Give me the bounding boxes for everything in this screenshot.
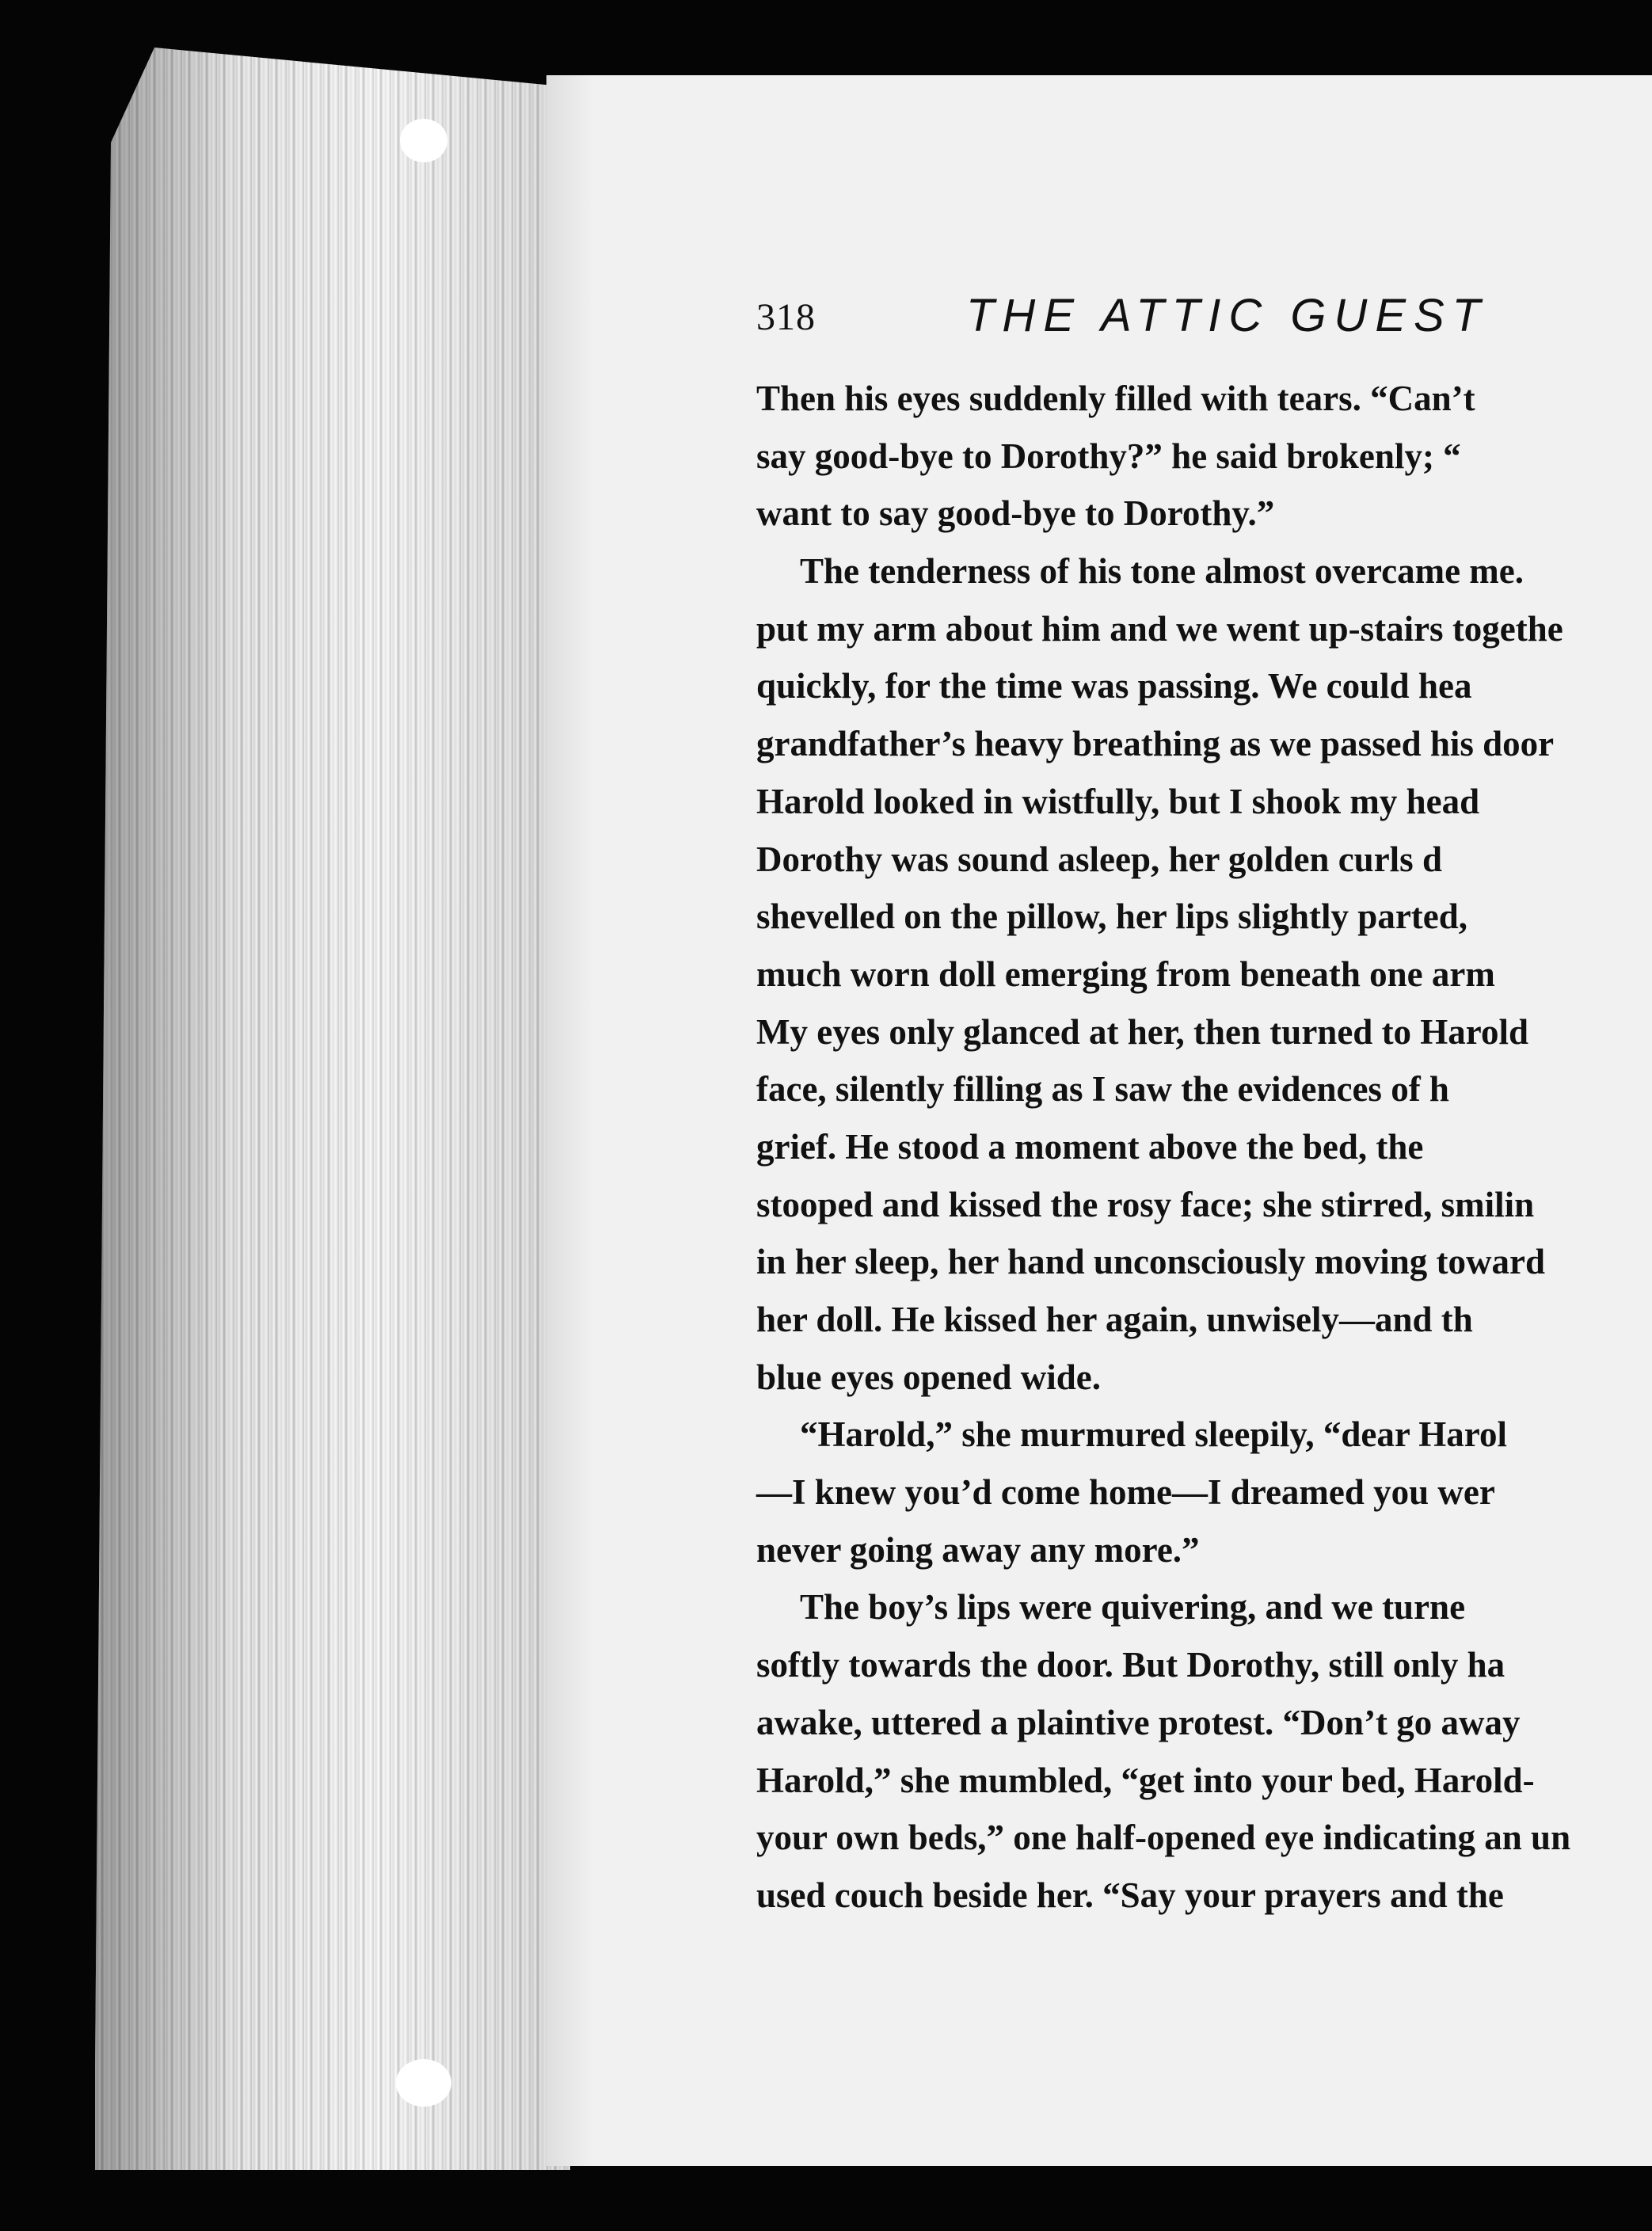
text-line: never going away any more.”: [756, 1529, 1200, 1570]
running-head: THE ATTIC GUEST: [966, 290, 1489, 341]
text-line: —I knew you’d come home—I dreamed you wer: [756, 1472, 1495, 1513]
page-edges-shading: [95, 48, 570, 2170]
scan-blemish-top: [400, 119, 447, 162]
scan-blemish-bottom: [396, 2059, 451, 2107]
page-header: [756, 289, 1652, 352]
text-line: quickly, for the time was passing. We could hea: [756, 666, 1472, 706]
text-line: grief. He stood a moment above the bed, the: [756, 1126, 1424, 1167]
text-line: say good-bye to Dorothy?” he said brokenly; “: [756, 436, 1461, 476]
text-line: in her sleep, her hand unconsciously moving toward: [756, 1242, 1545, 1282]
text-line: Dorothy was sound asleep, her golden curls d: [756, 839, 1442, 879]
text-line: My eyes only glanced at her, then turned to Harold: [756, 1011, 1528, 1052]
text-line: Then his eyes suddenly filled with tears. “Can’t: [756, 379, 1475, 418]
text-line: shevelled on the pillow, her lips slightly parted,: [756, 897, 1468, 937]
page-number: 318: [756, 296, 816, 338]
gutter-shadow: [546, 75, 594, 2166]
text-line: Harold looked in wistfully, but I shook my head: [756, 781, 1480, 821]
book-page: [546, 75, 1652, 2166]
text-line: grandfather’s heavy breathing as we passed his door: [756, 724, 1555, 764]
text-line: face, silently filling as I saw the evidences of h: [756, 1069, 1449, 1110]
text-line: Harold,” she mumbled, “get into your bed, Harold-: [756, 1760, 1535, 1800]
body-text: [756, 370, 1652, 1925]
text-line: blue eyes opened wide.: [756, 1357, 1102, 1397]
text-line: your own beds,” one half-opened eye indicating an un: [756, 1818, 1571, 1858]
text-line: stooped and kissed the rosy face; she stirred, smilin: [756, 1184, 1535, 1224]
text-line: “Harold,” she murmured sleepily, “dear Harol: [800, 1414, 1507, 1455]
text-line: much worn doll emerging from beneath one arm: [756, 954, 1495, 994]
text-line: The tenderness of his tone almost overcame me.: [800, 551, 1524, 592]
text-line: The boy’s lips were quivering, and we turne: [800, 1587, 1466, 1628]
text-line: want to say good-bye to Dorothy.”: [756, 493, 1275, 534]
text-line: put my arm about him and we went up-stairs togethe: [756, 608, 1563, 649]
text-line: her doll. He kissed her again, unwisely—and th: [756, 1300, 1473, 1339]
text-line: used couch beside her. “Say your prayers and the: [756, 1875, 1504, 1915]
text-line: softly towards the door. But Dorothy, still only ha: [756, 1645, 1505, 1685]
text-line: awake, uttered a plaintive protest. “Don’t go away: [756, 1702, 1521, 1742]
